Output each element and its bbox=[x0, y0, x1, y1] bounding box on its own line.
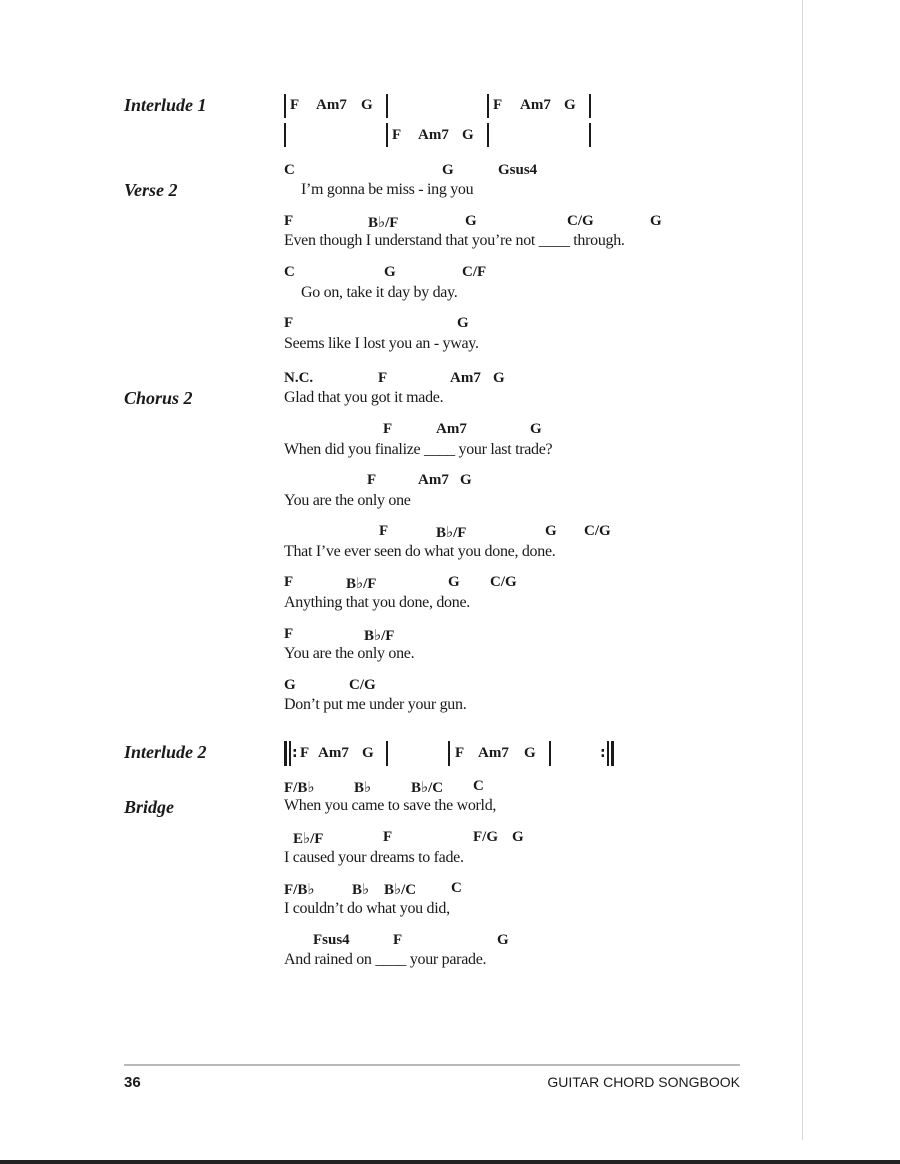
lyric-line: When did you finalize ____ your last trade? bbox=[284, 441, 553, 458]
chord: G bbox=[512, 829, 524, 845]
bar-line bbox=[448, 741, 450, 766]
chord: B♭/F bbox=[368, 215, 399, 231]
chord: G bbox=[442, 162, 454, 178]
chord: B♭/C bbox=[384, 882, 417, 898]
chord: Fsus4 bbox=[313, 932, 350, 948]
chord: F bbox=[284, 213, 294, 229]
chord: G bbox=[650, 213, 662, 229]
bar-line bbox=[386, 94, 388, 118]
chord: F bbox=[284, 574, 294, 590]
bar-line bbox=[289, 741, 291, 766]
chord: C bbox=[284, 264, 295, 280]
chord: B♭ bbox=[354, 780, 372, 796]
bar-line bbox=[487, 94, 489, 118]
bar-line bbox=[589, 94, 591, 118]
chord: F bbox=[392, 127, 402, 143]
chord: B♭/C bbox=[411, 780, 444, 796]
chord: F bbox=[379, 523, 389, 539]
lyric-line: I couldn’t do what you did, bbox=[284, 900, 450, 917]
chord: G bbox=[384, 264, 396, 280]
chord: G bbox=[460, 472, 472, 488]
chord: G bbox=[448, 574, 460, 590]
chord: Gsus4 bbox=[498, 162, 538, 178]
chord: E♭/F bbox=[293, 831, 324, 847]
bar-line bbox=[386, 123, 388, 147]
chord: Am7 bbox=[418, 127, 449, 143]
chord: B♭/F bbox=[364, 628, 395, 644]
chord: F bbox=[493, 97, 503, 113]
chord: B♭/F bbox=[436, 525, 467, 541]
section-label-verse-2: Verse 2 bbox=[124, 180, 178, 200]
bar-line bbox=[549, 741, 551, 766]
book-title: GUITAR CHORD SONGBOOK bbox=[547, 1074, 740, 1090]
chord: F/B♭ bbox=[284, 882, 315, 898]
chord: F bbox=[290, 97, 300, 113]
chord: C/G bbox=[349, 677, 376, 693]
chord: F bbox=[455, 745, 465, 761]
chord: Am7 bbox=[520, 97, 551, 113]
chord: B♭/F bbox=[346, 576, 377, 592]
chord: Am7 bbox=[318, 745, 349, 761]
lyric-line: I’m gonna be miss - ing you bbox=[301, 181, 474, 198]
page-edge-divider bbox=[802, 0, 803, 1140]
chord: G bbox=[493, 370, 505, 386]
chord: N.C. bbox=[284, 370, 314, 386]
footer-divider bbox=[124, 1064, 740, 1066]
section-label-interlude-2: Interlude 2 bbox=[124, 742, 207, 762]
bar-line bbox=[487, 123, 489, 147]
bar-line bbox=[386, 741, 388, 766]
chord: F bbox=[367, 472, 377, 488]
chord: B♭ bbox=[352, 882, 370, 898]
lyric-line: Even though I understand that you’re not ____ through. bbox=[284, 232, 625, 249]
repeat-start-bar bbox=[284, 741, 287, 766]
lyric-line: That I’ve ever seen do what you done, done. bbox=[284, 543, 556, 560]
lyric-line: Seems like I lost you an - yway. bbox=[284, 335, 479, 352]
chord: G bbox=[545, 523, 557, 539]
lyric-line: Glad that you got it made. bbox=[284, 389, 444, 406]
lyric-line: You are the only one bbox=[284, 492, 411, 509]
chord: G bbox=[361, 97, 373, 113]
section-label-chorus-2: Chorus 2 bbox=[124, 388, 193, 408]
chord: F bbox=[284, 626, 294, 642]
chord: G bbox=[497, 932, 509, 948]
lyric-line: Don’t put me under your gun. bbox=[284, 696, 467, 713]
chord: C/F bbox=[462, 264, 487, 280]
chord: F/G bbox=[473, 829, 498, 845]
repeat-start-dots-icon: : bbox=[292, 745, 298, 761]
section-label-interlude-1: Interlude 1 bbox=[124, 95, 207, 115]
chord: C/G bbox=[567, 213, 594, 229]
chord: F bbox=[383, 421, 393, 437]
scan-bottom-border bbox=[0, 1160, 900, 1164]
lyric-line: Go on, take it day by day. bbox=[301, 284, 458, 301]
chord: G bbox=[362, 745, 374, 761]
chord: G bbox=[524, 745, 536, 761]
bar-line bbox=[607, 741, 609, 766]
lyric-line: You are the only one. bbox=[284, 645, 415, 662]
chord: F bbox=[284, 315, 294, 331]
repeat-end-dots-icon: : bbox=[600, 745, 606, 761]
repeat-end-bar bbox=[611, 741, 614, 766]
chord: C/G bbox=[584, 523, 611, 539]
bar-line bbox=[284, 123, 286, 147]
chord: G bbox=[462, 127, 474, 143]
chord: G bbox=[530, 421, 542, 437]
chord: F bbox=[300, 745, 310, 761]
chord: G bbox=[284, 677, 296, 693]
chord: C bbox=[284, 162, 295, 178]
chord: Am7 bbox=[436, 421, 467, 437]
page-number: 36 bbox=[124, 1074, 141, 1091]
chord: C bbox=[473, 778, 484, 794]
bar-line bbox=[284, 94, 286, 118]
chord: Am7 bbox=[316, 97, 347, 113]
chord: Am7 bbox=[418, 472, 449, 488]
chord: F/B♭ bbox=[284, 780, 315, 796]
lyric-line: I caused your dreams to fade. bbox=[284, 849, 464, 866]
lyric-line: Anything that you done, done. bbox=[284, 594, 470, 611]
bar-line bbox=[589, 123, 591, 147]
chord: G bbox=[465, 213, 477, 229]
chord: F bbox=[378, 370, 388, 386]
lyric-line: When you came to save the world, bbox=[284, 797, 497, 814]
chord: G bbox=[457, 315, 469, 331]
chord: Am7 bbox=[478, 745, 509, 761]
chord: F bbox=[393, 932, 403, 948]
lyric-line: And rained on ____ your parade. bbox=[284, 951, 487, 968]
chord: G bbox=[564, 97, 576, 113]
chord: C/G bbox=[490, 574, 517, 590]
chord: C bbox=[451, 880, 462, 896]
section-label-bridge: Bridge bbox=[124, 797, 175, 817]
chord: F bbox=[383, 829, 393, 845]
chord: Am7 bbox=[450, 370, 481, 386]
